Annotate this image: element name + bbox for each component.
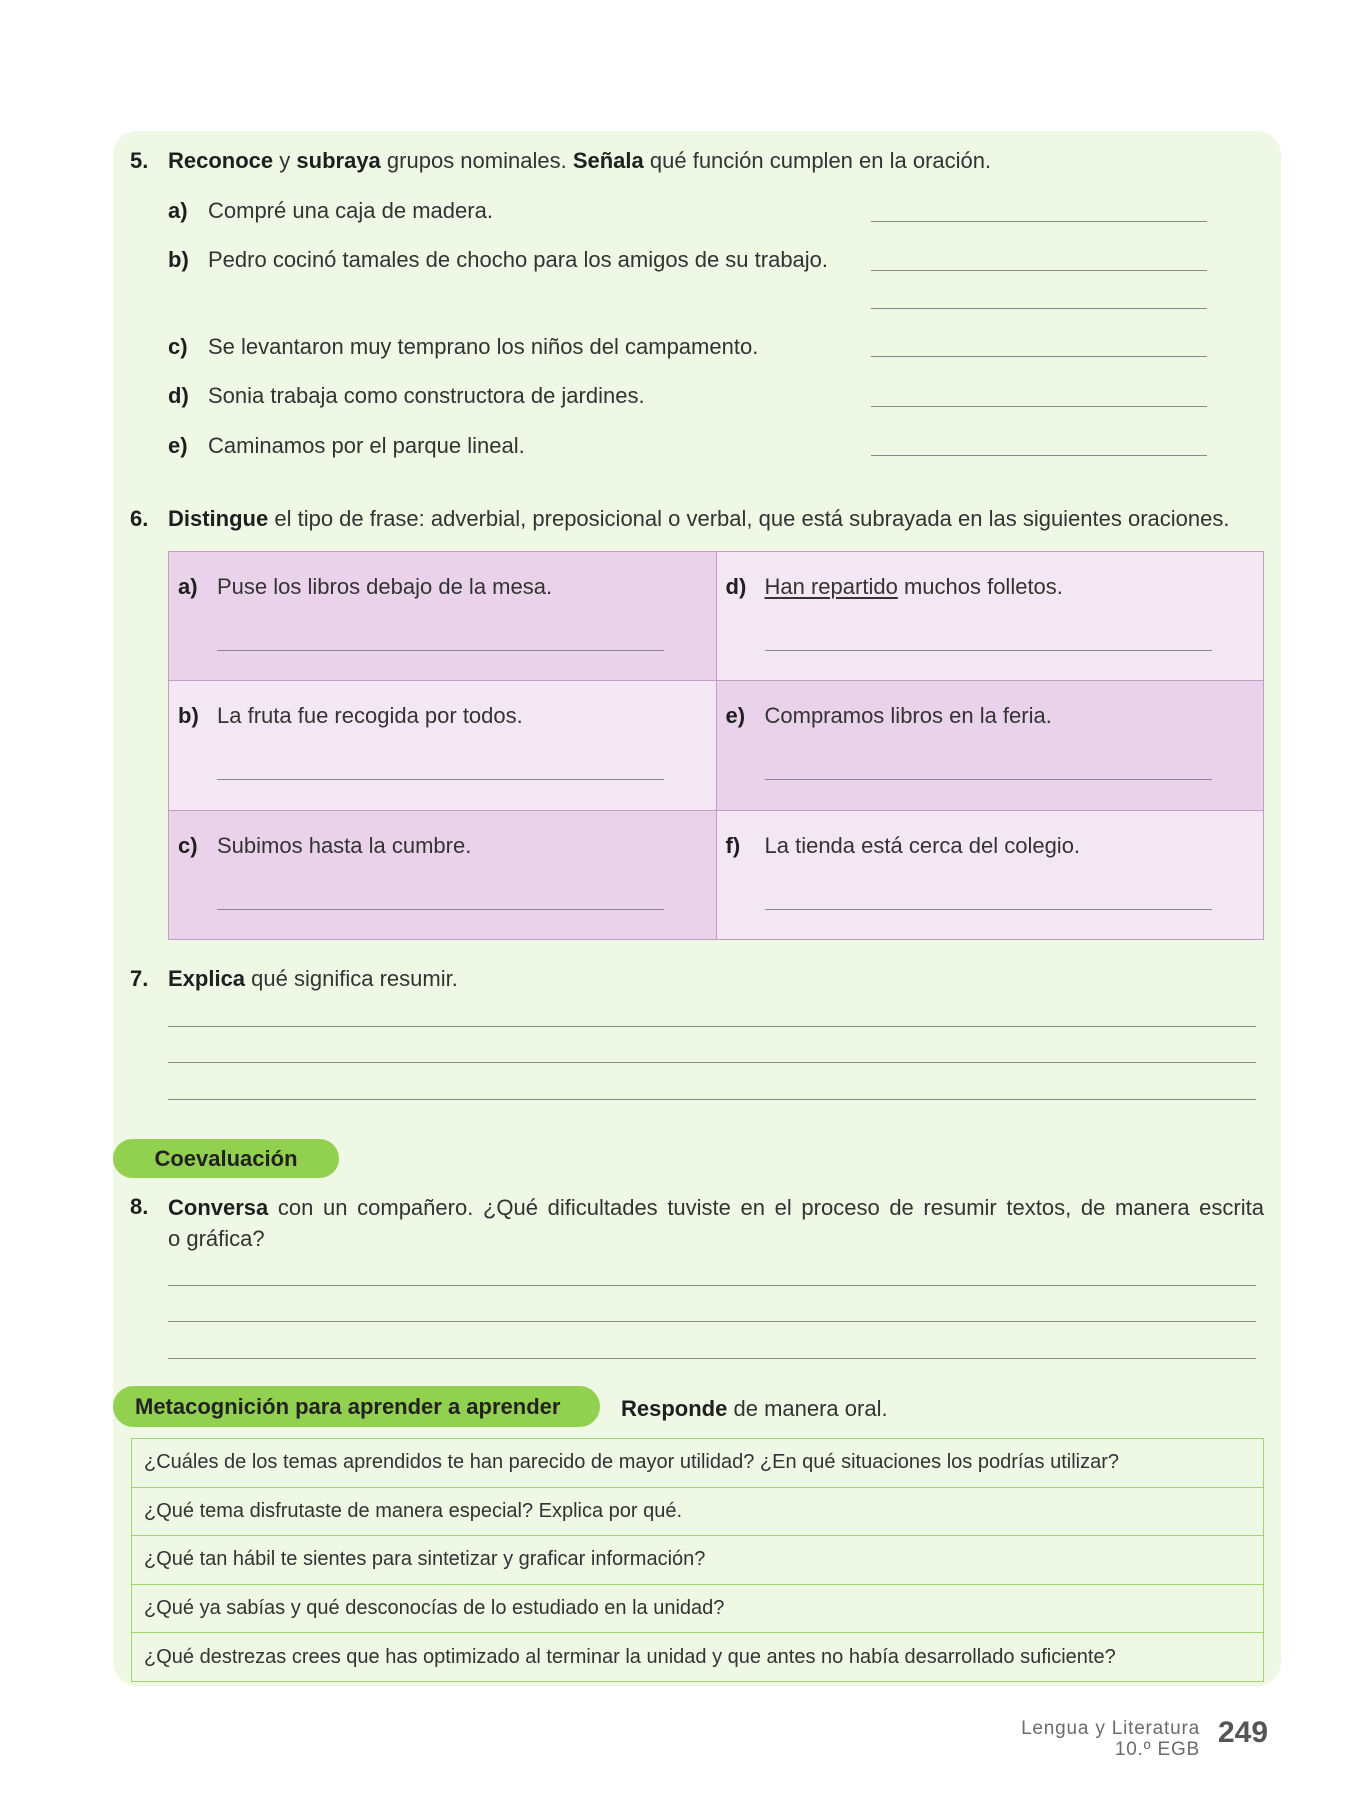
footer-grade: 10.º EGB	[1114, 1739, 1200, 1760]
answer-line	[168, 1062, 1256, 1063]
instruction-verb: Responde	[621, 1396, 728, 1421]
item-sentence: Caminamos por el parque lineal.	[208, 433, 525, 458]
instruction-verb: Reconoce	[168, 148, 274, 173]
answer-line	[871, 270, 1207, 271]
item-letter: c)	[168, 334, 188, 359]
item-letter: f)	[725, 832, 741, 858]
phrase-cell-b	[169, 681, 716, 809]
answer-line	[871, 455, 1207, 456]
item-letter: c)	[178, 832, 198, 858]
item-letter: a)	[168, 198, 188, 223]
exercise-5-item-a	[168, 199, 858, 223]
exercise-7-instruction	[168, 967, 458, 991]
item-sentence: Pedro cocinó tamales de chocho para los amigos de su trabajo.	[208, 247, 829, 272]
exercise-6-number: 6.	[130, 506, 149, 531]
instruction-text: el tipo de frase: adverbial, preposicional o verbal, que está subrayada en las siguientes oraciones.	[274, 506, 1230, 531]
item-letter: d)	[168, 383, 189, 408]
sentence-rest: muchos folletos.	[903, 574, 1063, 599]
item-sentence	[765, 575, 1063, 599]
item-sentence: La fruta fue recogida por todos.	[217, 703, 523, 729]
item-letter: a)	[178, 574, 198, 599]
answer-line	[168, 1026, 1256, 1027]
metacognition-badge: Metacognición para aprender a aprender	[113, 1386, 600, 1427]
answer-line	[217, 909, 664, 910]
item-letter: b)	[168, 247, 189, 272]
exercise-5-instruction	[168, 149, 991, 173]
answer-line	[871, 406, 1207, 407]
item-letter: d)	[725, 574, 747, 599]
answer-line	[871, 308, 1207, 309]
instruction-verb: Señala	[572, 148, 644, 173]
reflection-question: ¿Qué ya sabías y qué desconocías de lo estudiado en la unidad?	[132, 1585, 1263, 1634]
answer-line	[765, 779, 1212, 780]
instruction-verb: subraya	[296, 148, 381, 173]
item-letter: e)	[725, 703, 746, 729]
answer-line	[168, 1099, 1256, 1100]
exercise-8-instruction-continued: o gráfica?	[168, 1226, 265, 1251]
item-sentence: Compré una caja de madera.	[208, 198, 493, 223]
page-number: 249	[1218, 1716, 1269, 1749]
exercise-5-item-b	[168, 248, 858, 272]
phrase-cell-d	[717, 552, 1264, 680]
exercise-8-number: 8.	[130, 1194, 149, 1219]
phrase-cell-e	[717, 681, 1264, 809]
reflection-questions-table	[131, 1438, 1264, 1682]
exercise-5-item-e	[168, 434, 858, 458]
answer-line	[765, 650, 1212, 651]
item-sentence: Compramos libros en la feria.	[764, 703, 1052, 729]
item-sentence: La tienda está cerca del colegio.	[764, 832, 1081, 858]
instruction-text: de manera oral.	[733, 1396, 888, 1421]
exercise-5-item-c	[168, 335, 858, 359]
item-sentence: Puse los libros debajo de la mesa.	[217, 574, 553, 599]
coevaluation-badge: Coevaluación	[113, 1139, 339, 1178]
metacognition-instruction	[621, 1394, 888, 1424]
phrase-cell-c	[169, 811, 716, 939]
item-letter: e)	[168, 433, 188, 458]
footer-subject: Lengua y Literatura	[1021, 1718, 1200, 1739]
instruction-verb: Explica	[168, 966, 246, 991]
exercise-5-item-d	[168, 384, 858, 408]
instruction-text: con un compañero. ¿Qué dificultades tuviste en el proceso de resumir textos, de manera escrita	[277, 1195, 1264, 1220]
reflection-question: ¿Qué tema disfrutaste de manera especial? Explica por qué.	[132, 1488, 1263, 1537]
item-sentence: Subimos hasta la cumbre.	[217, 832, 472, 858]
reflection-question: ¿Cuáles de los temas aprendidos te han parecido de mayor utilidad? ¿En qué situaciones los podrías utilizar?	[132, 1439, 1263, 1488]
phrase-cell-a	[169, 552, 716, 680]
answer-line	[871, 221, 1207, 222]
instruction-text: y	[279, 148, 291, 173]
instruction-text: qué significa resumir.	[251, 966, 458, 991]
instruction-verb: Distingue	[168, 506, 269, 531]
item-letter: b)	[178, 703, 199, 729]
answer-line	[871, 356, 1207, 357]
answer-line	[765, 909, 1212, 910]
instruction-verb: Conversa	[168, 1195, 269, 1220]
answer-line	[168, 1321, 1256, 1322]
exercise-8-instruction	[168, 1192, 1264, 1223]
exercise-6-instruction	[168, 507, 1230, 531]
instruction-text: grupos nominales.	[386, 148, 567, 173]
reflection-question: ¿Qué destrezas crees que has optimizado al terminar la unidad y que antes no había desarrollado suficiente?	[144, 1645, 1116, 1668]
answer-line	[217, 650, 664, 651]
item-sentence: Se levantaron muy temprano los niños del campamento.	[208, 334, 759, 359]
underlined-phrase: Han repartido	[764, 574, 898, 599]
instruction-text: qué función cumplen en la oración.	[649, 148, 992, 173]
answer-line	[168, 1358, 1256, 1359]
exercise-7-number: 7.	[130, 966, 149, 991]
phrase-cell-f	[717, 811, 1264, 939]
answer-line	[168, 1285, 1256, 1286]
reflection-question: ¿Qué tan hábil te sientes para sintetizar y graficar información?	[132, 1536, 1263, 1585]
answer-line	[217, 779, 664, 780]
exercise-5-number: 5.	[130, 148, 149, 173]
phrase-type-table	[168, 551, 1264, 940]
item-sentence: Sonia trabaja como constructora de jardines.	[208, 383, 645, 408]
